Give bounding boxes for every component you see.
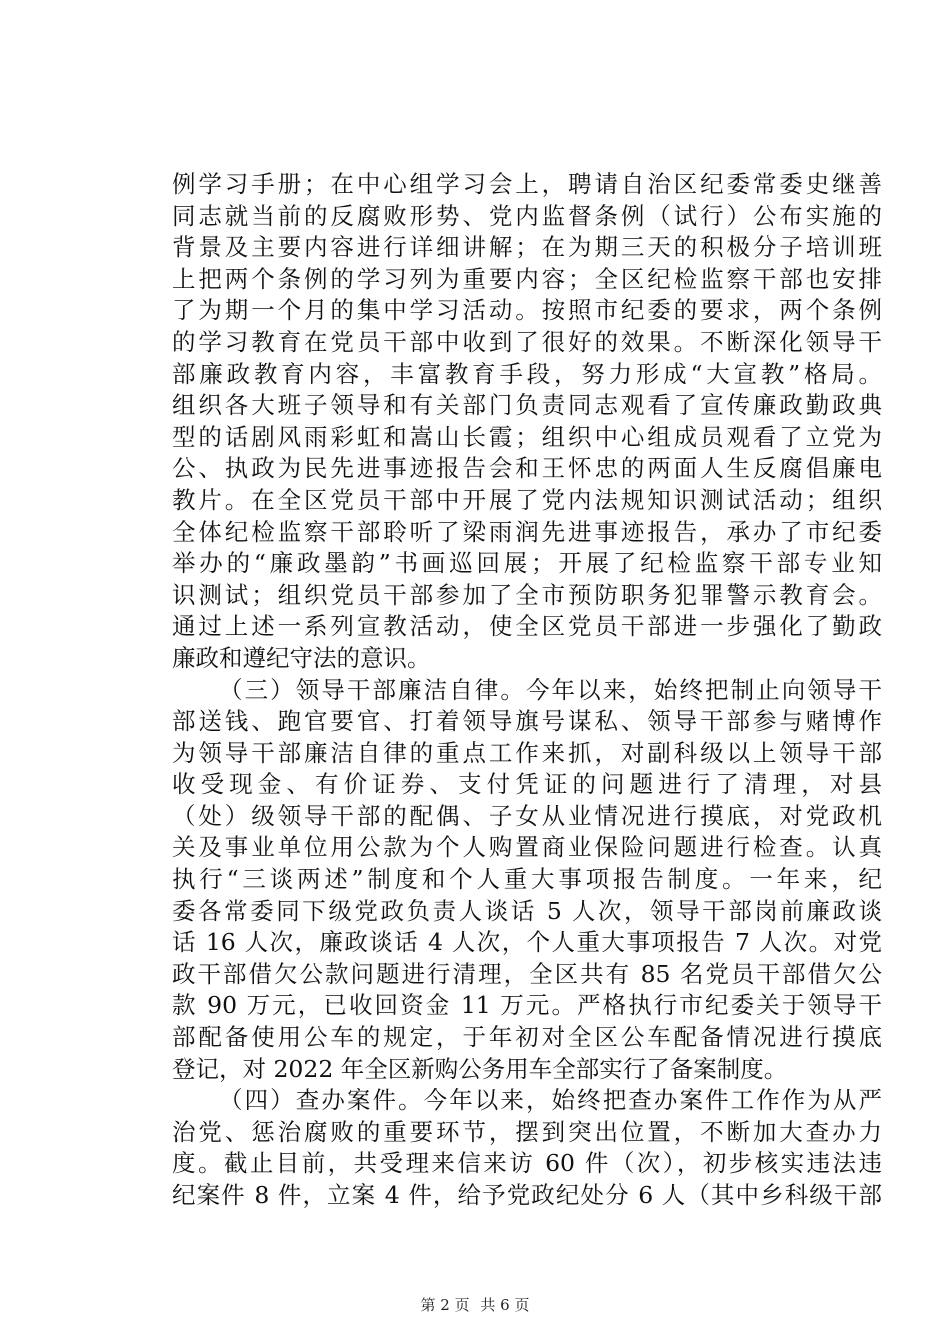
text-line: 关及事业单位用公款为个人购置商业保险问题进行检查。认真 — [172, 833, 882, 862]
text-line: 的学习教育在党员干部中收到了很好的效果。不断深化领导干 — [172, 327, 882, 356]
text-line: 政干部借欠公款问题进行清理，全区共有 85 名党员干部借欠公 — [172, 959, 882, 988]
text-line: 了为期一个月的集中学习活动。按照市纪委的要求，两个条例 — [172, 296, 882, 325]
document-body — [172, 169, 882, 1212]
text-line: 委各常委同下级党政负责人谈话 5 人次，领导干部岗前廉政谈 — [172, 896, 882, 925]
text-line: 部廉政教育内容，丰富教育手段，努力形成“大宣教”格局。 — [172, 359, 882, 388]
text-line: 话 16 人次，廉政谈话 4 人次，个人重大事项报告 7 人次。对党 — [172, 928, 882, 957]
text-line: 执行“三谈两述”制度和个人重大事项报告制度。一年来，纪 — [172, 865, 882, 894]
text-line: 通过上述一系列宣教活动，使全区党员干部进一步强化了勤政 — [172, 612, 882, 641]
text-line: 背景及主要内容进行详细讲解；在为期三天的积极分子培训班 — [172, 233, 882, 262]
text-line: 公、执政为民先进事迹报告会和王怀忠的两面人生反腐倡廉电 — [172, 454, 882, 483]
text-line: （三）领导干部廉洁自律。今年以来，始终把制止向领导干 — [219, 675, 882, 704]
text-line: 廉政和遵纪守法的意识。 — [172, 643, 431, 672]
text-line: 度。截止目前，共受理来信来访 60 件（次），初步核实违法违 — [172, 1149, 882, 1178]
page-number: 第 2 页 — [420, 1296, 470, 1314]
text-line: 部送钱、跑官要官、打着领导旗号谋私、领导干部参与赌博作 — [172, 707, 882, 736]
text-line: 上把两个条例的学习列为重要内容；全区纪检监察干部也安排 — [172, 264, 882, 293]
text-line: 款 90 万元，已收回资金 11 万元。严格执行市纪委关于领导干 — [172, 991, 882, 1020]
page-total: 共 6 页 — [480, 1296, 530, 1314]
text-line: （四）查办案件。今年以来，始终把查办案件工作作为从严 — [219, 1086, 882, 1115]
text-line: 识测试；组织党员干部参加了全市预防职务犯罪警示教育会。 — [172, 580, 882, 609]
text-line: 同志就当前的反腐败形势、党内监督条例（试行）公布实施的 — [172, 201, 882, 230]
text-line: 为领导干部廉洁自律的重点工作来抓，对副科级以上领导干部 — [172, 738, 882, 767]
text-line: 全体纪检监察干部聆听了梁雨润先进事迹报告，承办了市纪委 — [172, 517, 882, 546]
text-line: 组织各大班子领导和有关部门负责同志观看了宣传廉政勤政典 — [172, 391, 882, 420]
text-line: 收受现金、有价证券、支付凭证的问题进行了清理，对县 — [172, 770, 882, 799]
text-line: （处）级领导干部的配偶、子女从业情况进行摸底，对党政机 — [172, 801, 882, 830]
text-line: 例学习手册；在中心组学习会上，聘请自治区纪委常委史继善 — [172, 170, 882, 198]
text-line: 教片。在全区党员干部中开展了党内法规知识测试活动；组织 — [172, 485, 882, 514]
text-line: 登记，对 2022 年全区新购公务用车全部实行了备案制度。 — [172, 1054, 788, 1083]
page-footer — [0, 1294, 950, 1315]
text-line: 治党、惩治腐败的重要环节，摆到突出位置，不断加大查办力 — [172, 1117, 882, 1146]
text-line: 部配备使用公车的规定，于年初对全区公车配备情况进行摸底 — [172, 1023, 882, 1052]
text-line: 举办的“廉政墨韵”书画巡回展；开展了纪检监察干部专业知 — [172, 549, 882, 578]
text-line: 型的话剧风雨彩虹和嵩山长霞；组织中心组成员观看了立党为 — [172, 422, 882, 451]
text-line: 纪案件 8 件，立案 4 件，给予党政纪处分 6 人（其中乡科级干部 — [172, 1181, 882, 1209]
